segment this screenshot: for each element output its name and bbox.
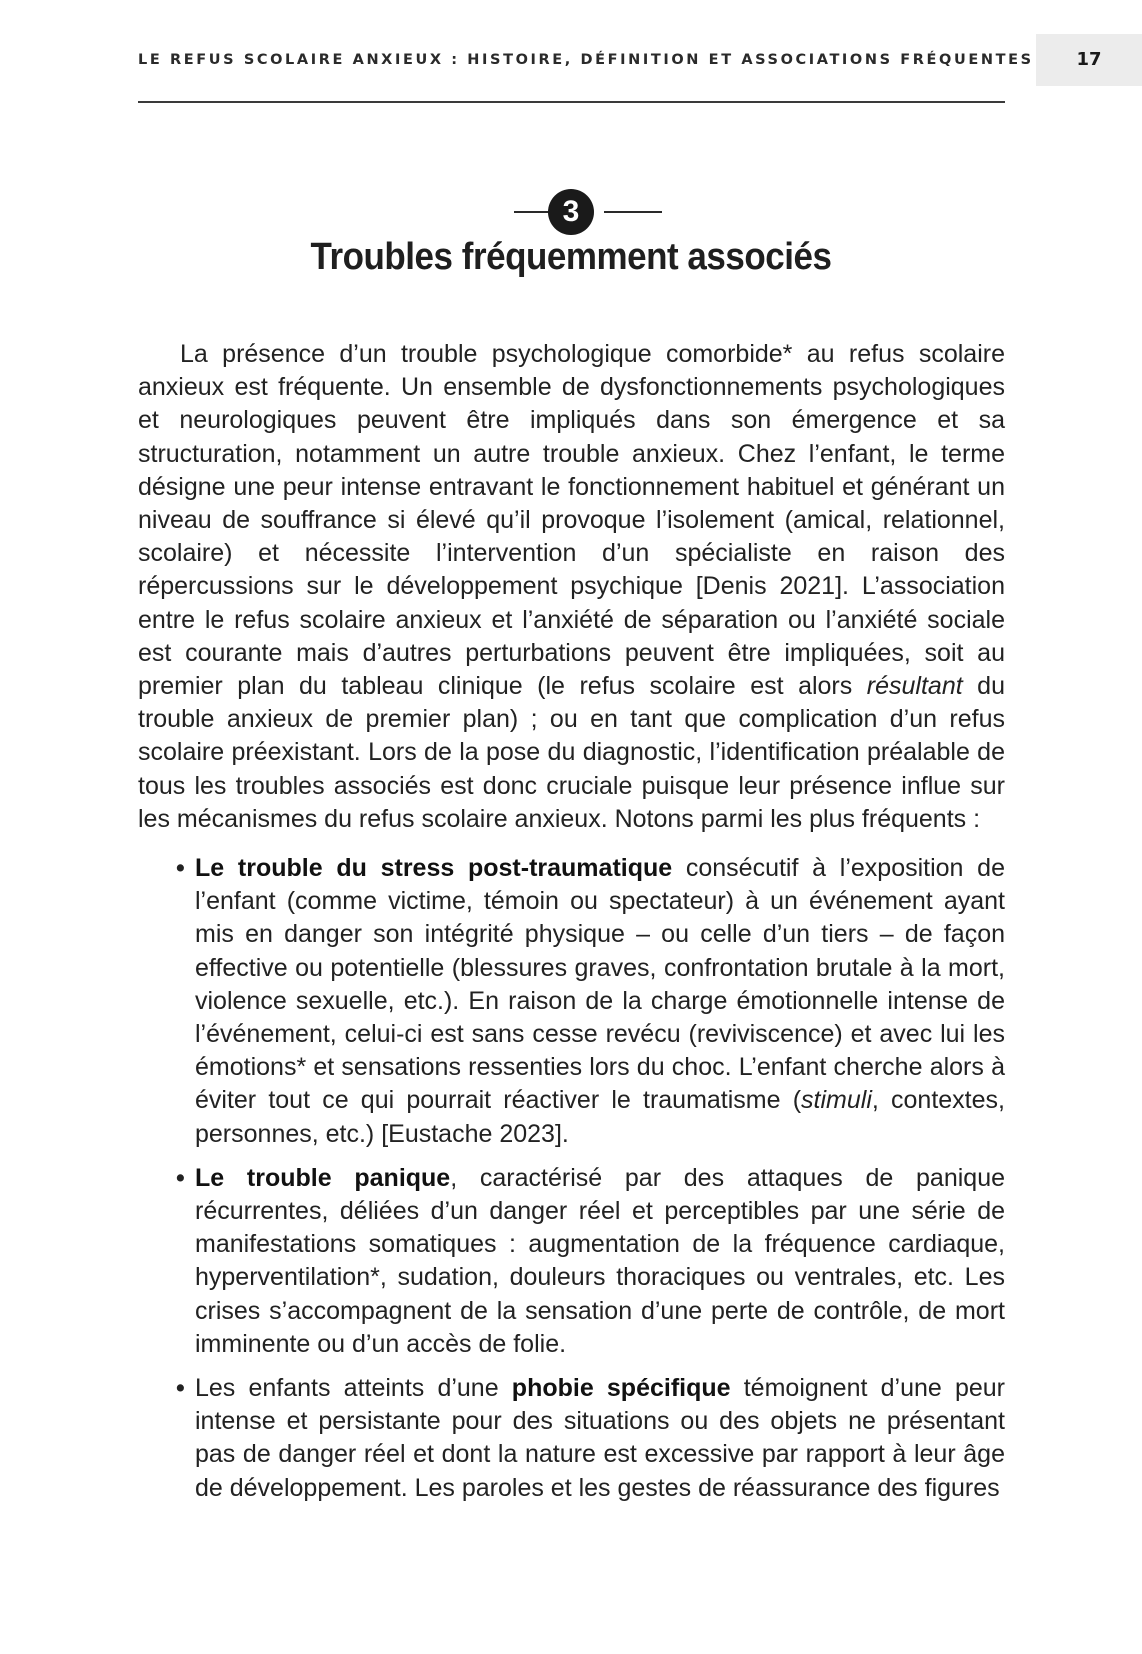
chapter-title: Troubles fréquemment associés bbox=[310, 236, 832, 278]
bullet-icon: • bbox=[176, 1374, 185, 1403]
page-number: 17 bbox=[1076, 49, 1102, 70]
chapter-rule-right bbox=[604, 211, 662, 213]
bullet-text: , caractérisé par des attaques de panique récurrentes, déliées d’un danger réel et perceptibles par une série de manifestations somatiques : augmentation de la fréquence cardiaque, hyperventilation*, sudation, douleurs thoraciques ou ventrales, etc. Les crises s’accompagnent de la sensation d’une perte de contrôle, de mort imminente ou d’un accès de folie. bbox=[195, 1163, 1005, 1358]
bullet-text: témoignent d’une peur intense et persistante pour des situations ou des objets ne présentant pas de danger réel et dont la nature est excessive par rapport à leur âge de développement. Les paroles et les gestes de réassurance des figures bbox=[195, 1374, 1005, 1502]
intro-text: La présence d’un trouble psychologique comorbide* au refus scolaire anxieux est fréquente. Un ensemble de dysfonctionnements psychologiques et neurologiques peuvent être impliqués dans son émergence et sa structuration, notamment un autre trouble anxieux. Chez l’enfant, le terme désigne une peur intense entravant le fonctionnement habituel et générant un niveau de souffrance si élevé qu’il provoque l’isolement (amical, relationnel, scolaire) et nécessite l’intervention d’un spécialiste en raison des répercussions sur le développement psychique [Denis 2021]. L’association entre le refus scolaire anxieux et l’anxiété de séparation ou l’anxiété sociale est courante mais d’autres perturbations peuvent être impliquées, soit au premier plan du tableau clinique (le refus scolaire est alors bbox=[138, 340, 1005, 701]
bullet-text: consécutif à l’exposition de l’enfant (comme victime, témoin ou spectateur) à un événement ayant mis en danger son intégrité physique – ou celle d’un tiers – de façon effective ou potentielle (blessures graves, confrontation brutale à la mort, violence sexuelle, etc.). En raison de la charge émotionnelle intense de l’événement, celui-ci est sans cesse revécu (reviviscence) et avec lui les émotions* et sensations ressenties lors du choc. L’enfant cherche alors à éviter tout ce qui pourrait réactiver le traumatisme ( bbox=[195, 854, 1005, 1115]
intro-paragraph bbox=[138, 338, 1005, 836]
bullet-term: phobie spécifique bbox=[511, 1374, 731, 1403]
bullet-icon: • bbox=[176, 854, 185, 882]
bullet-text-end: , contextes, personnes, etc.) [Eustache 2023]. bbox=[195, 1086, 1005, 1148]
bullet-lead: Les enfants atteints d’une bbox=[195, 1374, 512, 1403]
intro-italic: résultant bbox=[866, 672, 963, 701]
bullet-italic: stimuli bbox=[801, 1086, 872, 1115]
header-rule bbox=[138, 101, 1005, 103]
bullet-term: Le trouble panique bbox=[195, 1163, 451, 1192]
intro-text-end: du trouble anxieux de premier plan) ; ou en tant que complication d’un refus scolaire préexistant. Lors de la pose du diagnostic, l’identification préalable de tous les troubles associés est donc cruciale puisque leur présence influe sur les mécanismes du refus scolaire anxieux. Notons parmi les plus fréquents : bbox=[138, 672, 1005, 833]
list-item bbox=[138, 1372, 1005, 1505]
disorder-list bbox=[138, 852, 1005, 1516]
list-item bbox=[138, 1162, 1005, 1361]
list-item bbox=[138, 852, 1005, 1151]
chapter-number-badge: 3 bbox=[548, 189, 594, 235]
running-header: LE REFUS SCOLAIRE ANXIEUX : HISTOIRE, DÉFINITION ET ASSOCIATIONS FRÉQUENTES bbox=[138, 52, 1034, 68]
bullet-icon: • bbox=[176, 1163, 185, 1192]
bullet-term: Le trouble du stress post-traumatique bbox=[195, 854, 673, 882]
